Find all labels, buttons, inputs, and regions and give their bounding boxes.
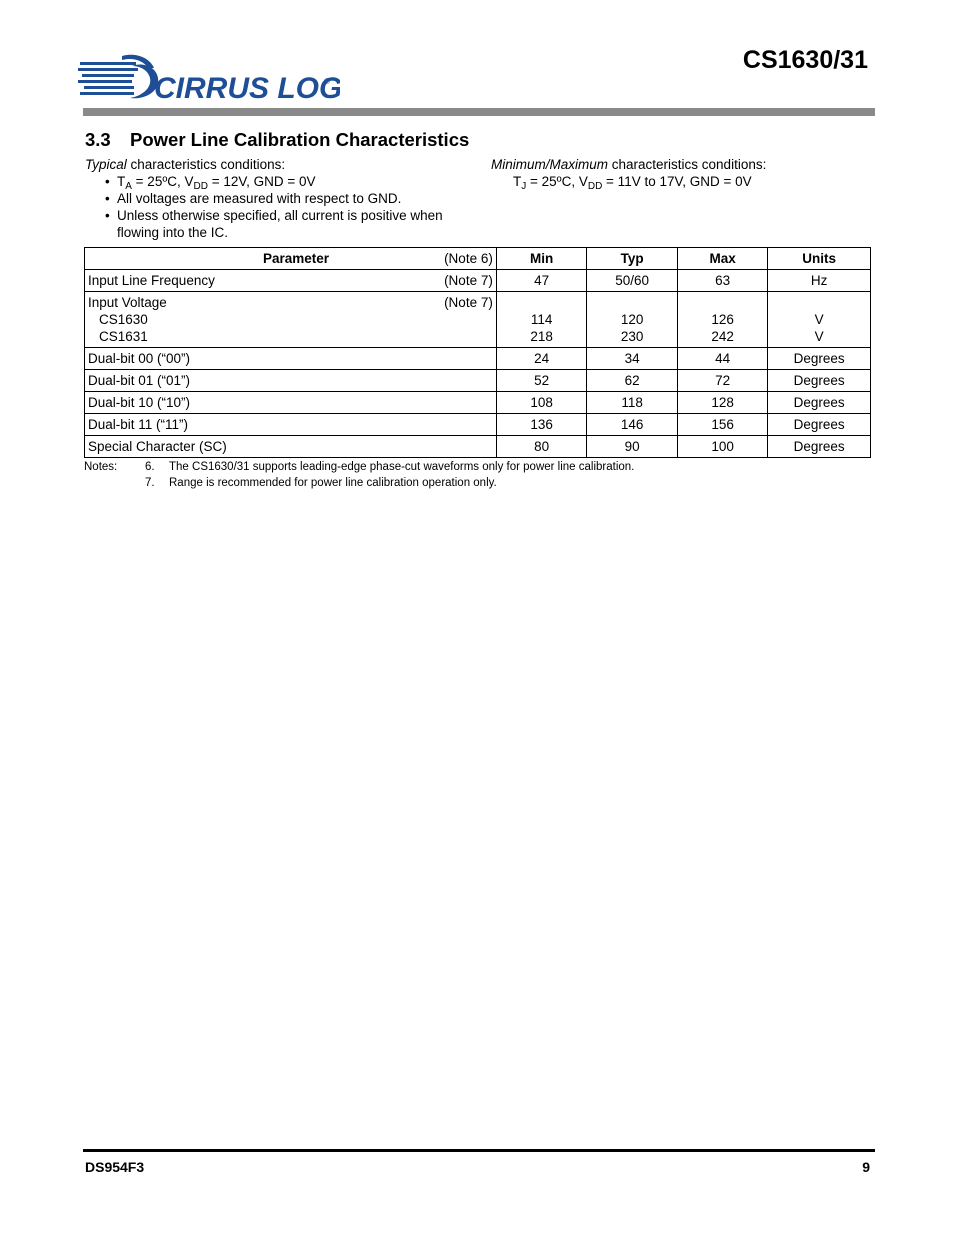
parameter-cell: Input Line Frequency (Note 7): [85, 270, 497, 292]
typ-cell: 118: [587, 392, 678, 414]
table-header-row: [85, 248, 871, 270]
min-cell: 47: [496, 270, 586, 292]
typ-cell: 34: [587, 348, 678, 370]
units-cell: Degrees: [768, 370, 871, 392]
document-id: DS954F3: [85, 1159, 145, 1175]
min-cell: 80: [496, 436, 586, 458]
header-min: Min: [496, 248, 586, 270]
typ-cell: 50/60: [587, 270, 678, 292]
typ-cell: 120 230: [587, 292, 678, 348]
page-number: 9: [862, 1159, 870, 1175]
typical-conditions: [85, 156, 475, 241]
table-row: [85, 392, 871, 414]
parameter-cell: Dual-bit 10 (“10”): [85, 392, 497, 414]
parameter-cell: Dual-bit 00 (“00”): [85, 348, 497, 370]
note-text: Range is recommended for power line calibration operation only.: [169, 477, 497, 489]
document-title: CS1630/31: [742, 46, 868, 74]
table-row: [85, 436, 871, 458]
list-item: • $T_A$ = 25ºC, $V_{DD} = 12V$, GND = 0V: [105, 174, 316, 192]
calibration-characteristics-table: [84, 247, 871, 458]
units-cell: V V: [768, 292, 871, 348]
note-text: The CS1630/31 supports leading-edge phase-cut waveforms only for power line calibration.: [169, 461, 635, 473]
typical-label: Typical: [85, 157, 127, 172]
section-title: Power Line Calibration Characteristics: [130, 129, 470, 150]
min-cell: 136: [496, 414, 586, 436]
table-row: [85, 292, 871, 348]
header-units: Units: [768, 248, 871, 270]
max-cell: 72: [677, 370, 767, 392]
notes-label: Notes:: [84, 461, 118, 473]
units-cell: Degrees: [768, 414, 871, 436]
units-cell: Degrees: [768, 348, 871, 370]
note-row: 7. Range is recommended for power line calibration operation only.: [145, 477, 497, 489]
minmax-condition-line: $T_J$ = 25ºC, $V_{DD} = 11V$ to 17V, GND = 0V: [513, 174, 752, 192]
header-max: Max: [677, 248, 767, 270]
max-cell: 63: [677, 270, 767, 292]
typical-conditions-list: [85, 173, 475, 241]
section-heading: [85, 129, 469, 151]
max-cell: 126 242: [677, 292, 767, 348]
units-cell: Hz: [768, 270, 871, 292]
min-cell: 24: [496, 348, 586, 370]
max-cell: 100: [677, 436, 767, 458]
logo-text: CIRRUS LO: [154, 72, 319, 105]
cirrus-logic-logo: [78, 52, 340, 106]
minmax-conditions: [491, 156, 871, 190]
table-notes: [84, 459, 634, 491]
typ-cell: 90: [587, 436, 678, 458]
parameter-cell: Special Character (SC): [85, 436, 497, 458]
table-row: [85, 348, 871, 370]
min-cell: 52: [496, 370, 586, 392]
parameter-cell: Dual-bit 11 (“11”): [85, 414, 497, 436]
min-cell: 108: [496, 392, 586, 414]
header-parameter: Parameter (Note 6): [85, 248, 497, 270]
footer-rule: [83, 1149, 875, 1152]
section-number: 3.3: [85, 129, 111, 150]
table-row: [85, 270, 871, 292]
header-typ: Typ: [587, 248, 678, 270]
parameter-cell: Input Voltage (Note 7) CS1630 CS1631: [85, 292, 497, 348]
min-cell: 114 218: [496, 292, 586, 348]
units-cell: Degrees: [768, 436, 871, 458]
max-cell: 44: [677, 348, 767, 370]
max-cell: 128: [677, 392, 767, 414]
list-item: • All voltages are measured with respect to GND.: [105, 191, 402, 206]
typical-label-rest: characteristics conditions:: [126, 157, 286, 172]
units-cell: Degrees: [768, 392, 871, 414]
max-cell: 156: [677, 414, 767, 436]
list-item: • Unless otherwise specified, all current is positive when flowing into the IC.: [105, 208, 443, 240]
typ-cell: 146: [587, 414, 678, 436]
header-rule: [83, 108, 875, 116]
parameter-cell: Dual-bit 01 (“01”): [85, 370, 497, 392]
table-row: [85, 370, 871, 392]
minmax-label: Minimum/Maximum: [491, 157, 609, 172]
minmax-label-rest: characteristics conditions:: [608, 157, 767, 172]
typ-cell: 62: [587, 370, 678, 392]
note-row: Notes: 6. The CS1630/31 supports leading-edge phase-cut waveforms only for power line calibration.: [84, 461, 635, 473]
table-row: [85, 414, 871, 436]
logo-registered-mark: ®: [324, 77, 330, 86]
